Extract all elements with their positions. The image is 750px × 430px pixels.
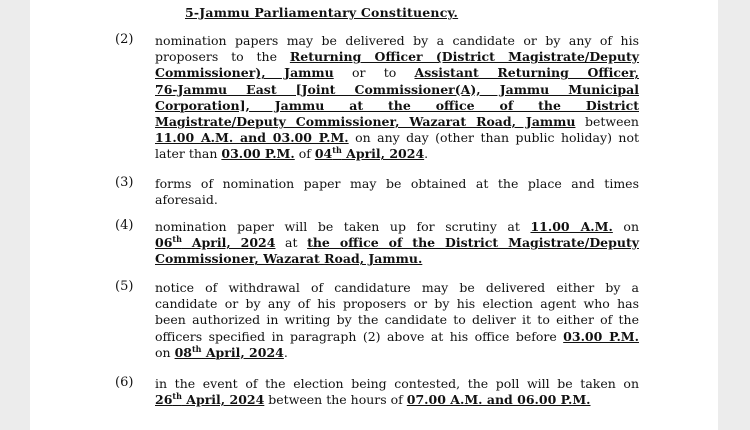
text-run: of: [294, 146, 315, 162]
scrutiny-place-text: the office of the District Magistrate/Deputy: [307, 235, 639, 251]
text-line: [155, 49, 639, 65]
text-run: on: [155, 344, 175, 360]
item-number: (4): [115, 218, 134, 233]
scrutiny-address-text: Commissioner, Wazarat Road, Jammu.: [155, 251, 423, 267]
text-run: .: [424, 146, 429, 162]
date-month-year: April, 2024: [181, 392, 265, 408]
text-line: been authorized in writing by the candidate to deliver it to either of the: [155, 312, 639, 328]
returning-officer-text: Returning Officer (District Magistrate/Deputy: [289, 49, 639, 65]
item-text: [155, 376, 639, 408]
text-line: [155, 146, 639, 162]
text-line: forms of nomination paper may be obtained at the place and times: [155, 176, 639, 191]
text-line: [155, 114, 639, 130]
date-month-year: April, 2024: [341, 146, 425, 162]
text-run: proposers to the: [155, 49, 290, 65]
date-month-year: April, 2024: [181, 235, 276, 251]
withdrawal-date-text: [175, 345, 284, 360]
ordinal-suffix: th: [191, 343, 202, 354]
text-line: in the event of the election being contested, the poll will be taken on: [155, 376, 639, 391]
scrutiny-time-text: 11.00 A.M.: [530, 219, 613, 234]
text-run: officers specified in paragraph (2) above at his office before: [155, 328, 564, 344]
item-number: (5): [115, 279, 134, 294]
text-line: [155, 65, 639, 81]
text-run: later than: [155, 146, 222, 162]
text-run: at: [275, 235, 308, 251]
ordinal-suffix: th: [332, 145, 342, 156]
date-month-year: April, 2024: [201, 344, 284, 360]
text-run: on any day (other than public holiday) not: [348, 130, 639, 146]
ordinal-suffix: th: [172, 234, 182, 245]
text-run: on: [612, 219, 640, 234]
office-address-text: Magistrate/Deputy Commissioner, Wazarat Road, Jammu: [155, 114, 576, 130]
text-line: [155, 329, 639, 345]
text-run: or to: [333, 65, 415, 81]
deadline-date-text: [315, 146, 424, 161]
commissioner-jammu-text: Commissioner), Jammu: [155, 65, 334, 81]
date-day: 26: [155, 392, 173, 408]
date-day: 06: [155, 235, 173, 251]
text-line: [155, 251, 639, 267]
text-run: .: [283, 344, 288, 360]
text-line: [155, 82, 639, 98]
text-run: between: [575, 114, 639, 130]
nomination-hours-text: 11.00 A.M. and 03.00 P.M.: [155, 130, 349, 146]
text-line: [155, 98, 639, 114]
text-line: [155, 392, 639, 408]
date-day: 04: [314, 146, 333, 162]
date-day: 08: [174, 344, 192, 360]
text-line: [155, 130, 639, 146]
text-line: [155, 345, 639, 361]
poll-date-text: [155, 392, 264, 407]
item-text: [155, 219, 639, 268]
joint-commissioner-text: 76-Jammu East [Joint Commissioner(A), Jammu Municipal: [155, 81, 639, 97]
text-run: nomination paper will be taken up for scrutiny at: [155, 219, 531, 234]
item-text: [155, 33, 639, 163]
text-line: candidate or by any of his proposers or by his election agent who has: [155, 296, 639, 312]
withdrawal-time-text: 03.00 P.M.: [563, 328, 639, 344]
item-number: (3): [115, 175, 134, 190]
item-text: [155, 280, 639, 361]
corporation-office-text: Corporation], Jammu at the office of the District: [155, 97, 639, 113]
text-run: between the hours of: [264, 392, 407, 408]
deadline-time-text: 03.00 P.M.: [221, 146, 295, 162]
scrutiny-date-text: [155, 235, 275, 250]
text-line: aforesaid.: [155, 192, 218, 208]
item-number: (2): [115, 32, 134, 47]
ordinal-suffix: th: [172, 391, 182, 402]
item-number: (6): [115, 375, 134, 390]
constituency-heading: 5-Jammu Parliamentary Constituency.: [185, 5, 459, 20]
text-line: notice of withdrawal of candidature may be delivered either by a: [155, 280, 639, 295]
assistant-ro-text: Assistant Returning Officer,: [414, 65, 639, 81]
text-line: nomination papers may be delivered by a candidate or by any of his: [155, 33, 639, 48]
item-text: [155, 176, 639, 208]
text-line: [155, 235, 639, 251]
text-line: [155, 219, 639, 235]
poll-hours-text: 07.00 A.M. and 06.00 P.M.: [406, 392, 591, 408]
